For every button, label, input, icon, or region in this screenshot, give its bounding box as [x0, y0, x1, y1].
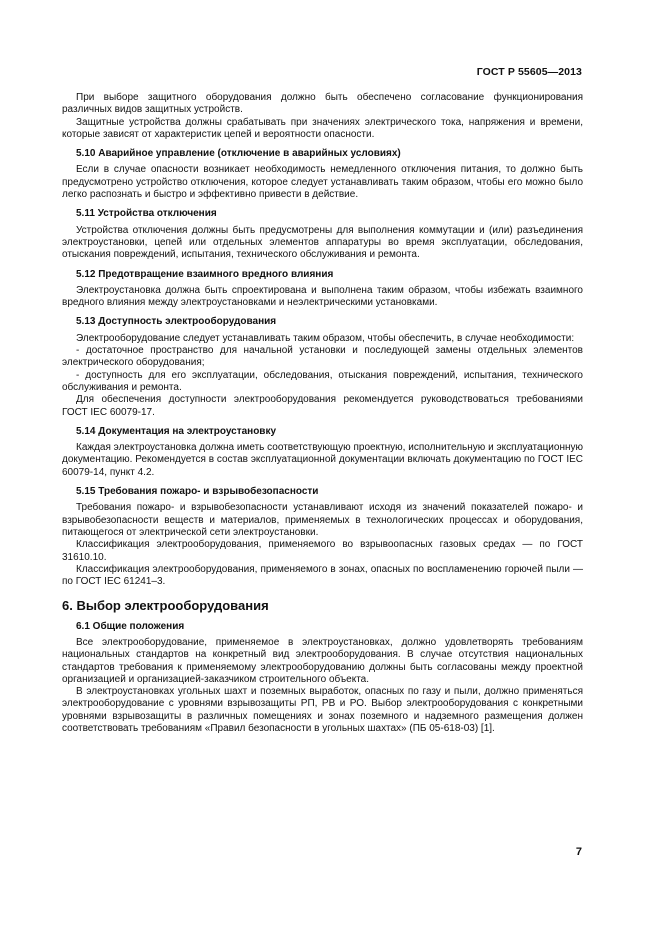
section-heading-6-1: 6.1 Общие положения — [76, 620, 185, 632]
paragraph: Устройства отключения должны быть предусмотрены для выполнения коммутации и (или) разъединения электроустановки, цепей или отдельных элементов аппаратуры во время эксплуатации, обследования, отыскания повреждений, испытания, технического обслуживания и ремонта. — [62, 224, 583, 261]
page-number: 7 — [575, 846, 582, 858]
paragraph: При выборе защитного оборудования должно быть обеспечено согласование функционирования различных видов защитных устройств. — [62, 92, 583, 116]
paragraph: Если в случае опасности возникает необходимость немедленного отключения питания, то должно быть предусмотрено устройство отключения, которое следует устанавливать таким образом, чтобы его можно было легко распознать и быстро и эффективно привести в действие. — [62, 164, 583, 201]
paragraph: Классификация электрооборудования, применяемого во взрывоопасных газовых средах — по ГОСТ 31610.10. — [62, 539, 583, 563]
paragraph: Классификация электрооборудования, применяемого в зонах, опасных по воспламенению горючей пыли — по ГОСТ IEC 61241–3. — [62, 563, 583, 588]
paragraph: Каждая электроустановка должна иметь соответствующую проектную, исполнительную и эксплуатационную документацию. Рекомендуется в состав эксплуатационной документации включать документацию по ГОСТ IEC 60079-14, пункт 4.2. — [62, 442, 583, 478]
section-heading-5-10: 5.10 Аварийное управление (отключение в аварийных условиях) — [76, 148, 401, 160]
paragraph: Электрооборудование следует устанавливать таким образом, чтобы обеспечить, в случае необходимости: — [76, 332, 575, 344]
paragraph: Защитные устройства должны срабатывать при значениях электрического тока, напряжения и времени, которые зависят от характеристик цепей и вероятности опасности. — [62, 116, 583, 140]
list-item: - доступность для его эксплуатации, обследования, отыскания повреждений, испытания, технического обслуживания и ремонта. — [62, 369, 583, 393]
paragraph: Электроустановка должна быть спроектирована и выполнена таким образом, чтобы избежать взаимного вредного влияния между электроустановками и неэлектрическими установками. — [62, 284, 583, 309]
section-heading-5-14: 5.14 Документация на электроустановку — [76, 425, 277, 437]
paragraph: В электроустановках угольных шахт и поземных выработок, опасных по газу и пыли, должно применяться электрооборудование с уровнями взрывозащиты РП, РВ и РО. Выбор электрооборудования с конкретными уровнями взрывозащиты в различных помещениях и зонах поземного и надземного размещения должен соответствовать требованиям «Правил безопасности в угольных шахтах» (ПБ 05-618-03) [1]. — [62, 686, 583, 735]
paragraph: Все электрооборудование, применяемое в электроустановках, должно удовлетворять требованиям национальных стандартов на конкретный вид электрооборудования. В случае отсутствия национальных стандартов требования к применяемому электрооборудованию должны быть согласованы между проектной организацией и организацией-заказчиком строительного объекта. — [62, 636, 583, 685]
paragraph: Требования пожаро- и взрывобезопасности устанавливают исходя из значений показателей пожаро- и взрывобезопасности веществ и материалов, применяемых в технологических процессах и оборудования, питающегося от электрической сети электроустановки. — [62, 502, 583, 538]
doc-code-header: ГОСТ Р 55605—2013 — [476, 66, 582, 78]
section-heading-5-11: 5.11 Устройства отключения — [76, 208, 217, 220]
document-body — [62, 92, 583, 735]
section-heading-5-13: 5.13 Доступность электрооборудования — [76, 316, 277, 328]
paragraph: Для обеспечения доступности электрооборудования рекомендуется руководствоваться требованиями ГОСТ IEC 60079-17. — [62, 394, 583, 418]
section-heading-5-15: 5.15 Требования пожаро- и взрывобезопасности — [76, 486, 319, 498]
section-heading-5-12: 5.12 Предотвращение взаимного вредного влияния — [76, 268, 334, 280]
chapter-heading-6: 6. Выбор электрооборудования — [62, 598, 269, 614]
list-item: - достаточное пространство для начальной установки и последующей замены отдельных элементов электрического оборудования; — [62, 345, 583, 369]
